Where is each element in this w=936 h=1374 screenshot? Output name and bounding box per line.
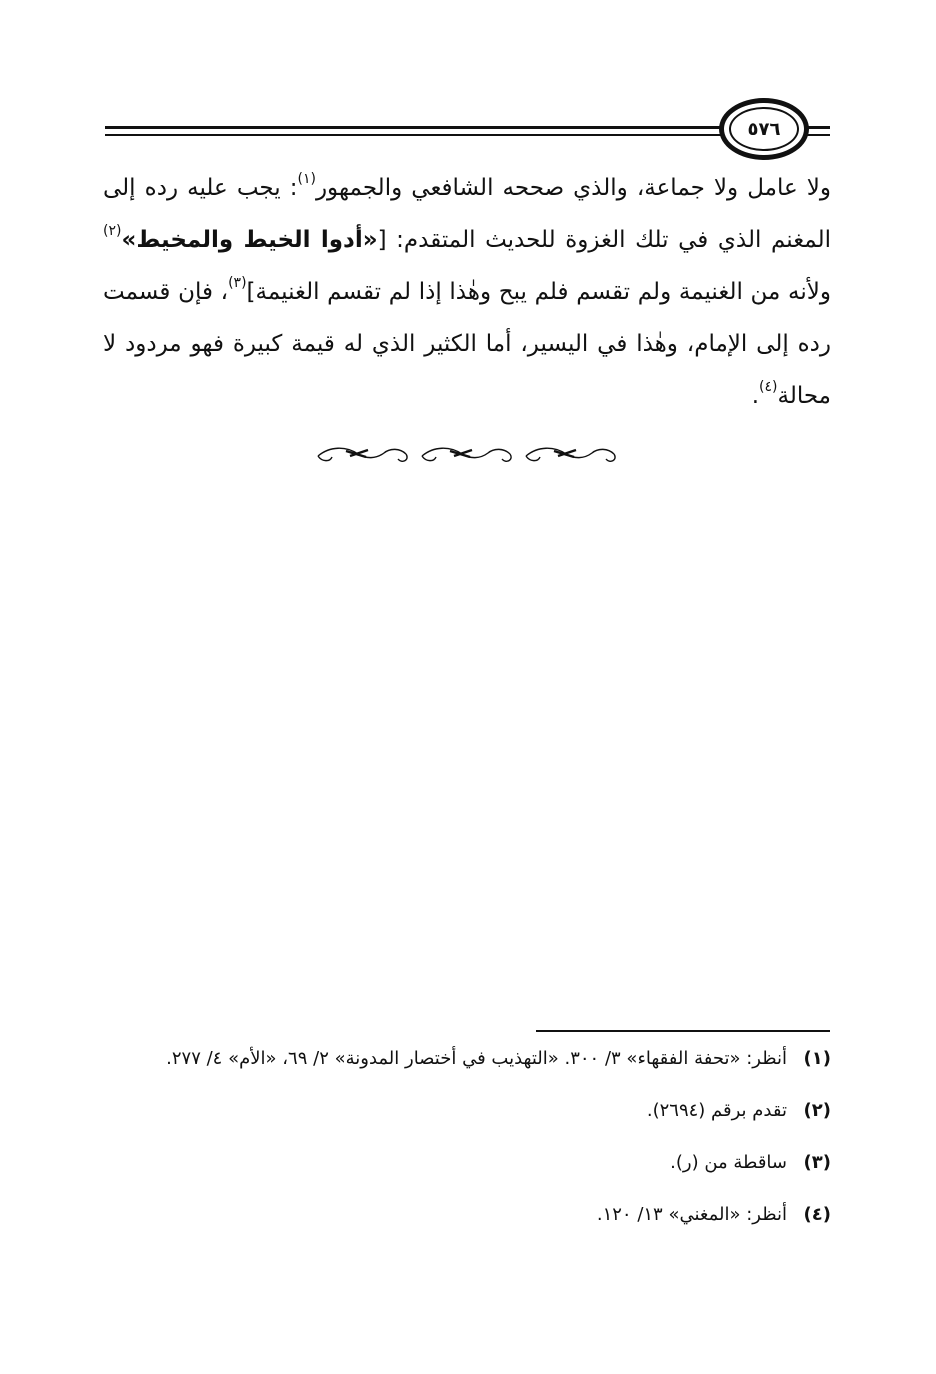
text-segment: . bbox=[751, 383, 760, 409]
footnote bbox=[103, 1094, 831, 1128]
footnote bbox=[103, 1042, 831, 1076]
footnote-text: تقدم برقم (٢٦٩٤). bbox=[646, 1100, 787, 1121]
footnote bbox=[103, 1198, 831, 1232]
footnote-text: أنظر: «تحفة الفقهاء» ٣/ ٣٠٠. «التهذيب في أختصار المدونة» ٢/ ٦٩، «الأم» ٤/ ٢٧٧. bbox=[166, 1048, 787, 1069]
footnotes bbox=[103, 1042, 831, 1250]
page-number-medallion bbox=[719, 98, 809, 160]
text-segment: ولا عامل ولا جماعة، والذي صححه الشافعي والجمهور bbox=[315, 175, 831, 201]
footnote-ref[interactable]: (٣) bbox=[228, 275, 247, 291]
main-text bbox=[103, 162, 831, 422]
hadith-quote: «أدوا الخيط والمخيط» bbox=[121, 227, 378, 253]
text-segment: ، فإن قسمت رده إلى الإمام، وهٰذا في اليسير، أما الكثير الذي له قيمة كبيرة فهو مردود لا محالة bbox=[103, 279, 831, 409]
header-rule bbox=[105, 126, 725, 129]
footnote-number: (٤) bbox=[803, 1204, 831, 1225]
footnote-ref[interactable]: (١) bbox=[297, 171, 316, 187]
ornament-divider bbox=[310, 438, 620, 468]
page-number: ٥٧٦ bbox=[747, 118, 781, 140]
footnote bbox=[103, 1146, 831, 1180]
text-segment: ولأنه من الغنيمة ولم تقسم فلم يبح وهٰذا إذا لم تقسم الغنيمة] bbox=[246, 279, 831, 305]
ornament-motif bbox=[526, 448, 615, 461]
footnote-text: ساقطة من (ر). bbox=[670, 1152, 787, 1173]
footnote-number: (٢) bbox=[803, 1100, 831, 1121]
footnote-number: (١) bbox=[803, 1048, 831, 1069]
ornament-motif bbox=[318, 448, 407, 461]
ornament-motif bbox=[422, 448, 511, 461]
footnote-number: (٣) bbox=[803, 1152, 831, 1173]
footnote-separator bbox=[536, 1030, 830, 1032]
page-header bbox=[105, 96, 830, 166]
footnote-ref[interactable]: (٢) bbox=[103, 223, 122, 239]
header-rule bbox=[105, 134, 725, 136]
header-rule-tail bbox=[805, 134, 830, 136]
text-segment: : يجب عليه رده إلى المغنم الذي في تلك الغزوة للحديث المتقدم: [ bbox=[103, 175, 831, 253]
footnote-ref[interactable]: (٤) bbox=[759, 379, 778, 395]
footnote-text: أنظر: «المغني» ١٣/ ١٢٠. bbox=[596, 1204, 787, 1225]
